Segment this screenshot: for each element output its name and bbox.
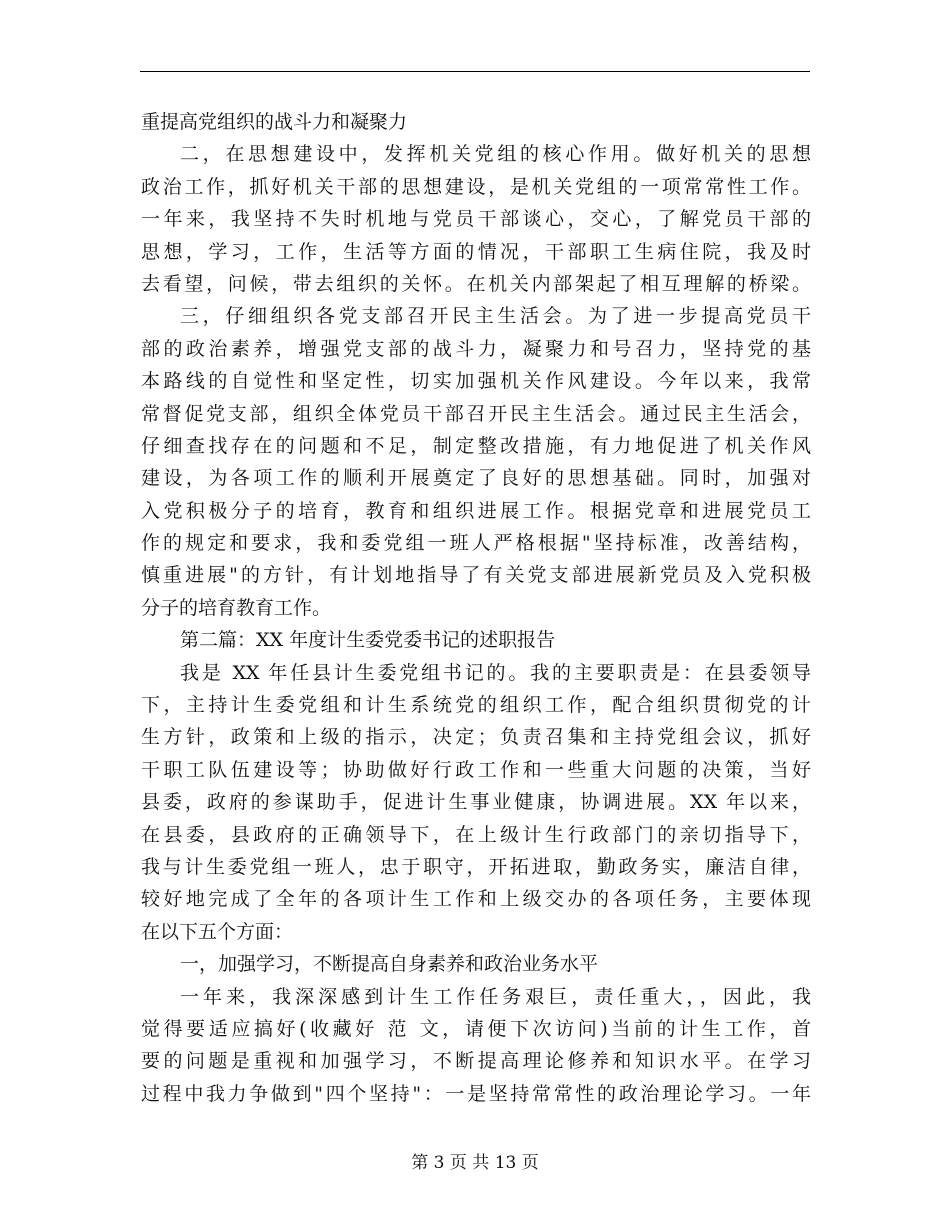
text-line: 较好地完成了全年的各项计生工作和上级交办的各项任务，主要体现 <box>141 888 811 911</box>
text-line: 慎重进展"的方针，有计划地指导了有关党支部进展新党员及入党积极 <box>141 564 811 587</box>
text-line: 部的政治素养，增强党支部的战斗力，凝聚力和号召力，坚持党的基 <box>141 337 811 360</box>
header-rule <box>140 71 810 72</box>
text-line: 作的规定和要求，我和委党组一班人严格根据"坚持标准，改善结构， <box>141 532 811 555</box>
text-line: 常督促党支部，组织全体党员干部召开民主生活会。通过民主生活会， <box>141 402 811 425</box>
text-line: 政治工作，抓好机关干部的思想建设，是机关党组的一项常常性工作。 <box>141 175 811 198</box>
text-line: 我是 XX 年任县计生委党组书记的。我的主要职责是：在县委领导 <box>180 661 811 684</box>
text-line: 重提高党组织的战斗力和凝聚力 <box>141 111 408 133</box>
text-line: 下，主持计生委党组和计生系统党的组织工作，配合组织贯彻党的计 <box>141 694 811 717</box>
text-line: 入党积极分子的培育，教育和组织进展工作。根据党章和进展党员工 <box>141 499 811 522</box>
section-heading: 第二篇：XX 年度计生委党委书记的述职报告 <box>180 629 556 652</box>
text-line: 干职工队伍建设等；协助做好行政工作和一些重大问题的决策，当好 <box>141 758 811 781</box>
text-line: 要的问题是重视和加强学习，不断提高理论修养和知识水平。在学习 <box>141 1050 811 1073</box>
text-line: 在以下五个方面： <box>141 920 294 943</box>
page-footer: 第 3 页 共 13 页 <box>411 1153 539 1173</box>
text-line: 二，在思想建设中，发挥机关党组的核心作用。做好机关的思想 <box>180 143 811 166</box>
text-line: 一年来，我深深感到计生工作任务艰巨，责任重大，，因此，我 <box>180 985 811 1008</box>
text-line: 在县委，县政府的正确领导下，在上级计生行政部门的亲切指导下， <box>141 823 811 846</box>
text-line: 县委，政府的参谋助手，促进计生事业健康，协调进展。XX 年以来， <box>141 791 811 814</box>
text-line: 去看望，问候，带去组织的关怀。在机关内部架起了相互理解的桥梁。 <box>141 272 811 295</box>
subsection-heading: 一，加强学习，不断提高自身素养和政治业务水平 <box>180 953 599 976</box>
text-line: 三，仔细组织各党支部召开民主生活会。为了进一步提高党员干 <box>180 305 811 328</box>
text-line: 过程中我力争做到"四个坚持"：一是坚持常常性的政治理论学习。一年 <box>141 1082 811 1105</box>
text-line: 一年来，我坚持不失时机地与党员干部谈心，交心，了解党员干部的 <box>141 208 811 231</box>
text-line: 生方针，政策和上级的指示，决定；负责召集和主持党组会议，抓好 <box>141 726 811 749</box>
text-line: 我与计生委党组一班人，忠于职守，开拓进取，勤政务实，廉洁自律， <box>141 855 811 878</box>
text-line: 分子的培育教育工作。 <box>141 596 332 619</box>
text-line: 建设，为各项工作的顺利开展奠定了良好的思想基础。同时，加强对 <box>141 467 811 490</box>
document-body <box>141 106 811 1110</box>
text-line: 仔细查找存在的问题和不足，制定整改措施，有力地促进了机关作风 <box>141 434 811 457</box>
text-line: 觉得要适应搞好(收藏好 范 文，请便下次访问)当前的计生工作，首 <box>141 1017 811 1040</box>
text-line: 思想，学习，工作，生活等方面的情况，干部职工生病住院，我及时 <box>141 240 811 263</box>
text-line: 本路线的自觉性和坚定性，切实加强机关作风建设。今年以来，我常 <box>141 370 811 393</box>
